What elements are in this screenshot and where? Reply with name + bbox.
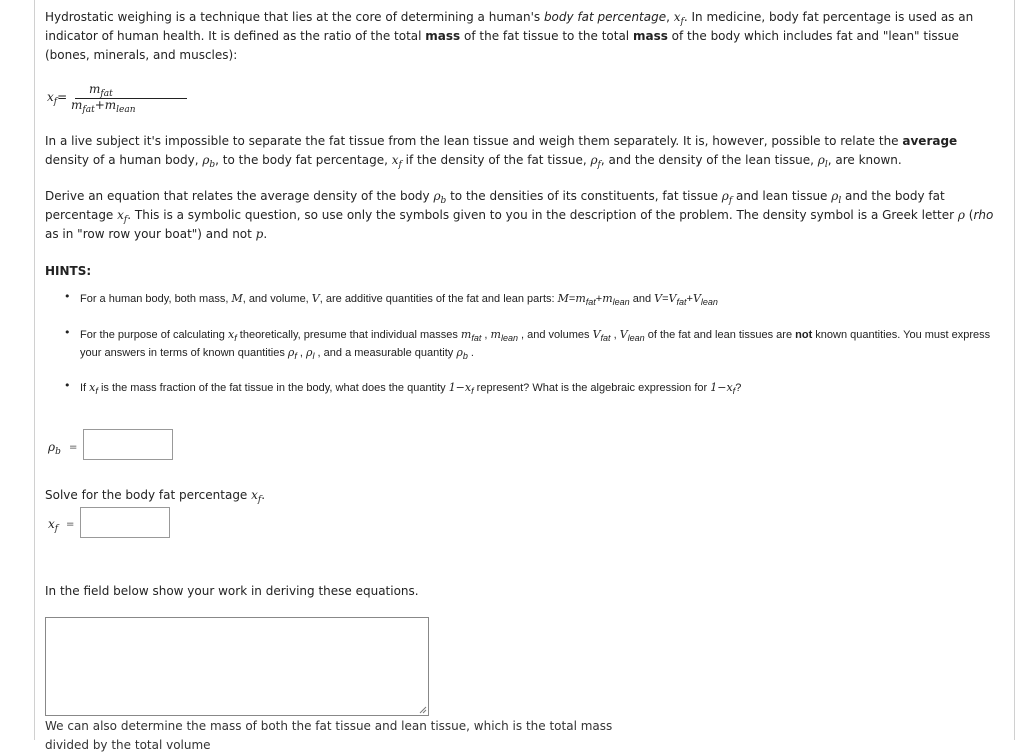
equals-sign: = (66, 519, 75, 530)
bullet-icon: • (64, 379, 71, 392)
hint-1: For a human body, both mass, M, and volume, V, are additive quantities of the fat and lean parts: $M=m_{fat}+m_{lean}$ and $V=V_{fat}+V_{lean}$ (80, 292, 718, 307)
hint-2: For the purpose of calculating $x_f$ theoretically, presume that individual masses $m_{fat}$ , $m_{lean}$ , and volumes $V_{fat}$ , $V_{lean}$ of the fat and lean tissues are not known quantities. You must express your answers in terms of known quantities $\rho_f$ , $\rho_l$ , and a measurable quantity $\rho_b$ . (80, 328, 991, 361)
work-label: In the field below show your work in deriving these equations. (45, 584, 419, 598)
hint-3: If $x_f$ is the mass fraction of the fat tissue in the body, what does the quantity $1-x_f$ represent? What is the algebraic expression for $1-x_f$? (80, 381, 742, 396)
rho-b-answer-input[interactable] (83, 429, 173, 460)
intro-paragraph: Hydrostatic weighing is a technique that lies at the core of determining a human's body fat percentage, $x_f$. In medicine, body fat percentage is used as an indicator of human health. It is defined as the ratio of the total mass of the fat tissue to the total mass of the body which includes fat and "lean" tissue (bones, minerals, and muscles): (45, 10, 974, 62)
xf-label: $x_f$ (48, 517, 59, 534)
solve-prompt: Solve for the body fat percentage $x_f$. (45, 488, 266, 505)
cutoff-paragraph: We can also determine the mass of both the fat tissue and lean tissue, which is the total mass divided by the total volume (45, 719, 613, 752)
bullet-icon: • (64, 290, 71, 303)
derive-paragraph: Derive an equation that relates the average density of the body $\rho_b$ to the densities of its constituents, fat tissue $\rho_f$ and lean tissue $\rho_l$ and the body fat percentage $x_f$. This is a symbolic question, so use only the symbols given to you in the description of the problem. The density symbol is a Greek letter ρ (rho as in "row row your boat") and not p. (45, 189, 994, 241)
bullet-icon: • (64, 326, 71, 339)
xf-answer-input[interactable] (80, 507, 170, 538)
rho-b-label: $\rho_b$ (48, 440, 61, 457)
resize-handle-icon[interactable] (419, 706, 427, 714)
work-textarea[interactable] (45, 617, 429, 716)
density-paragraph: In a live subject it's impossible to separate the fat tissue from the lean tissue and weigh them separately. It is, however, possible to relate the average density of a human body, $\rho_b$, to the body fat percentage, $x_f$ if the density of the fat tissue, $\rho_f$, and the density of the lean tissue, $\rho_l$, are known. (45, 134, 958, 170)
equals-sign: = (69, 442, 78, 453)
hints-heading: HINTS: (45, 264, 92, 278)
